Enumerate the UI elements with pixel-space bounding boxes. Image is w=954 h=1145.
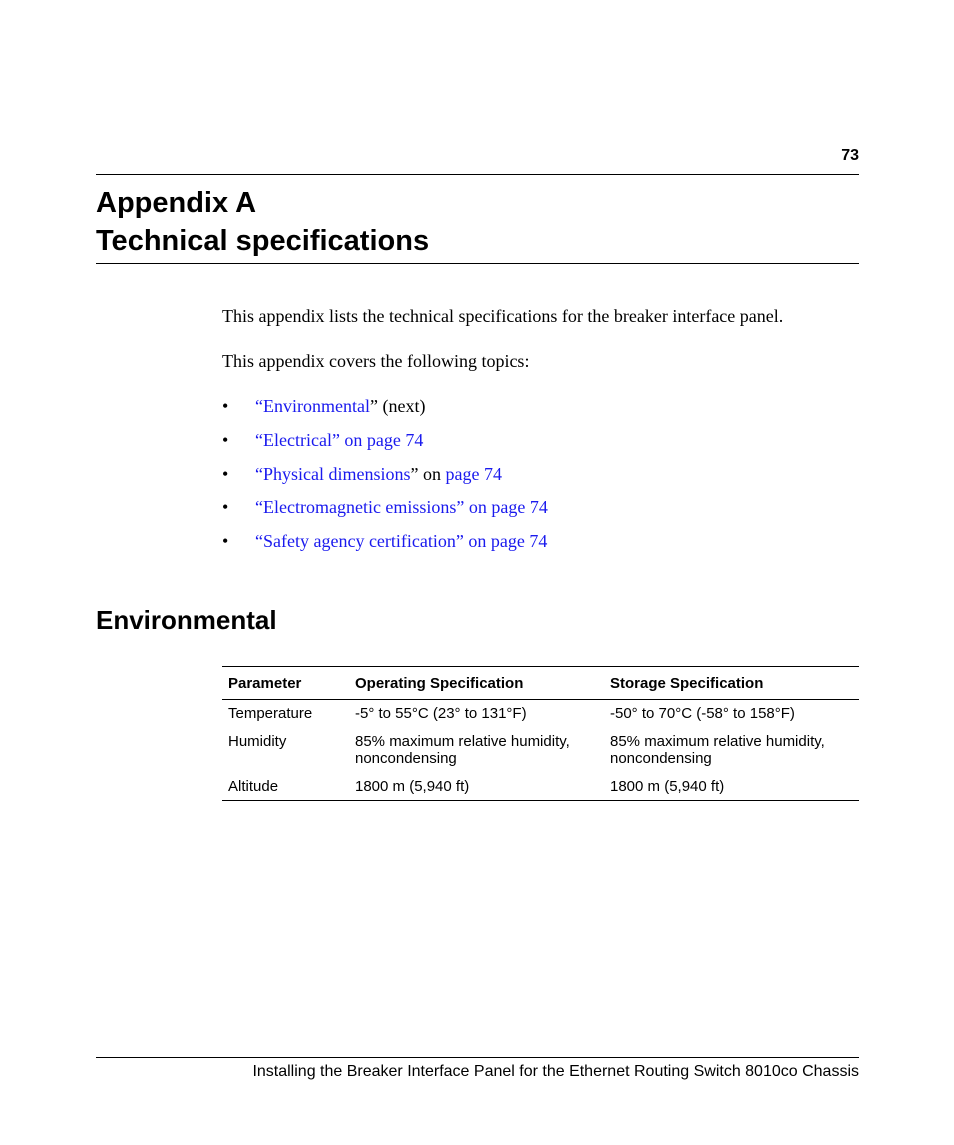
table-row (222, 700, 859, 729)
table-header-storage: Storage Specification (610, 675, 764, 692)
topic-list (222, 395, 548, 564)
bullet: • (222, 463, 229, 484)
chapter-title-line2: Technical specifications (96, 225, 430, 257)
table-cell-parameter: Humidity (228, 733, 287, 750)
table-row (222, 728, 859, 773)
link-page-74[interactable]: page 74 (445, 463, 502, 484)
topics-intro-paragraph: This appendix covers the following topics: (222, 351, 530, 371)
table-cell-parameter: Temperature (228, 705, 313, 722)
list-item-connector: ” on (410, 463, 446, 484)
list-item (222, 429, 548, 463)
link-safety-agency-certification[interactable]: “Safety agency certification” on page 74 (255, 531, 548, 552)
chapter-title-line1: Appendix A (96, 187, 257, 219)
environmental-specs-table (222, 666, 859, 801)
bullet: • (222, 531, 229, 552)
section-title: Environmental (96, 605, 277, 635)
table-header-operating: Operating Specification (355, 675, 524, 692)
footer-rule (96, 1057, 859, 1058)
link-physical-dimensions[interactable]: “Physical dimensions (255, 463, 411, 484)
page-number: 73 (841, 147, 859, 164)
link-environmental[interactable]: “Environmental (255, 396, 370, 416)
table-header-row (222, 667, 859, 700)
chapter-title (96, 184, 429, 260)
header-rule-top (96, 174, 859, 175)
list-item (222, 530, 548, 564)
table-cell-operating: -5° to 55°C (23° to 131°F) (355, 705, 527, 722)
table-cell-parameter: Altitude (228, 778, 279, 795)
list-item (222, 496, 548, 530)
bullet: • (222, 396, 229, 416)
list-item (222, 395, 548, 429)
table-cell-operating: 85% maximum relative humidity, noncondensing (355, 733, 570, 767)
header-rule-bottom (96, 263, 859, 264)
link-electrical[interactable]: “Electrical” on page 74 (255, 429, 424, 450)
list-item (222, 463, 548, 497)
table-cell-storage: 85% maximum relative humidity, noncondensing (610, 733, 825, 767)
link-electromagnetic-emissions[interactable]: “Electromagnetic emissions” on page 74 (255, 497, 548, 518)
bullet: • (222, 497, 229, 518)
table-row (222, 773, 859, 801)
table-cell-storage: 1800 m (5,940 ft) (610, 778, 725, 795)
footer-text: Installing the Breaker Interface Panel for the Ethernet Routing Switch 8010co Chassis (252, 1063, 859, 1080)
table-cell-operating: 1800 m (5,940 ft) (355, 778, 470, 795)
bullet: • (222, 429, 229, 450)
intro-paragraph: This appendix lists the technical specifications for the breaker interface panel. (222, 306, 784, 326)
list-item-suffix: ” (next) (369, 396, 426, 416)
table-cell-storage: -50° to 70°C (-58° to 158°F) (610, 705, 795, 722)
table-header-parameter: Parameter (228, 675, 302, 692)
